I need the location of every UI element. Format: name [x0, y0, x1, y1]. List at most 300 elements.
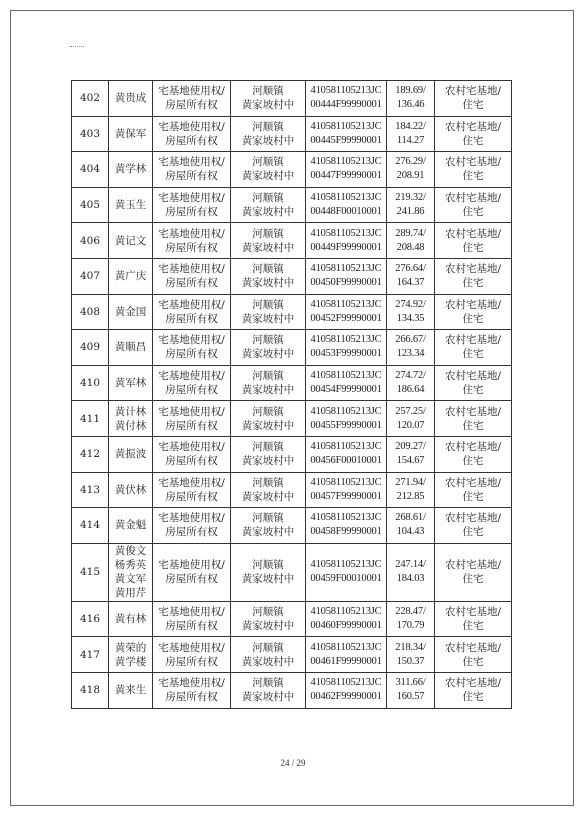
cell-line: 住宅 — [462, 455, 484, 468]
cell-line: 杨秀英 — [114, 559, 147, 572]
cell-line: 00452F99990001 — [310, 312, 382, 324]
cell-line: 黄家坡村中 — [241, 655, 295, 668]
cell-line: 114.27 — [396, 134, 425, 146]
cell-right-type — [153, 672, 231, 708]
cell-location — [231, 81, 306, 117]
cell-line: 212.85 — [396, 490, 425, 502]
cell-line: 410581105213JC — [310, 334, 382, 346]
cell-line: 河顺镇 — [252, 606, 284, 619]
cell-parcel-code — [306, 543, 387, 601]
cell-owner-name — [109, 116, 153, 152]
cell-parcel-code — [306, 152, 387, 188]
cell-location — [231, 401, 306, 437]
cell-right-type — [153, 81, 231, 117]
cell-line: 164.37 — [396, 277, 425, 289]
cell-line: 00456F00010001 — [310, 455, 382, 467]
cell-line: 农村宅基地/ — [444, 405, 502, 418]
cell-line: 住宅 — [462, 312, 484, 325]
cell-line: 134.35 — [396, 312, 425, 324]
cell-area — [387, 258, 435, 294]
cell-line: 412 — [79, 448, 101, 461]
cell-location — [231, 601, 306, 637]
cell-usage — [435, 116, 512, 152]
cell-line: 农村宅基地/ — [444, 192, 502, 205]
cell-number — [72, 152, 109, 188]
cell-line: 208.91 — [396, 170, 425, 182]
cell-line: 房屋所有权 — [165, 348, 218, 361]
cell-location — [231, 543, 306, 601]
cell-line: 00445F99990001 — [310, 134, 382, 146]
cell-line: 311.66/ — [395, 677, 426, 689]
cell-line: 00444F99990001 — [310, 99, 382, 111]
cell-line: 416 — [79, 613, 101, 626]
cell-line: 房屋所有权 — [165, 206, 218, 219]
cell-line: 黄家坡村中 — [241, 620, 295, 633]
cell-line: 宅基地使用权/ — [158, 677, 225, 690]
table-row — [72, 672, 512, 708]
cell-line: 黄用芹 — [114, 587, 147, 600]
scan-mark — [70, 46, 84, 49]
cell-line: 农村宅基地/ — [444, 120, 502, 133]
cell-parcel-code — [306, 637, 387, 673]
cell-line: 218.34/ — [395, 641, 426, 653]
cell-line: 00459F00010001 — [310, 573, 382, 585]
cell-right-type — [153, 637, 231, 673]
cell-location — [231, 672, 306, 708]
cell-line: 410581105213JC — [310, 120, 382, 132]
cell-line: 房屋所有权 — [165, 573, 218, 586]
cell-line: 房屋所有权 — [165, 455, 218, 468]
cell-line: 黄家坡村中 — [241, 490, 295, 503]
cell-line: 247.14/ — [395, 559, 426, 571]
cell-parcel-code — [306, 472, 387, 508]
cell-line: 房屋所有权 — [165, 691, 218, 704]
cell-usage — [435, 258, 512, 294]
cell-line: 宅基地使用权/ — [158, 512, 225, 525]
cell-number — [72, 223, 109, 259]
cell-right-type — [153, 152, 231, 188]
cell-line: 黄金国 — [114, 305, 147, 318]
cell-line: 房屋所有权 — [165, 526, 218, 539]
cell-line: 黄荣的 — [114, 641, 147, 654]
cell-line: 宅基地使用权/ — [158, 559, 225, 572]
cell-location — [231, 152, 306, 188]
cell-line: 402 — [79, 92, 101, 105]
cell-area — [387, 672, 435, 708]
cell-line: 266.67/ — [395, 334, 426, 346]
cell-area — [387, 365, 435, 401]
cell-usage — [435, 152, 512, 188]
cell-line: 410581105213JC — [310, 559, 382, 571]
cell-line: 00455F99990001 — [310, 419, 382, 431]
cell-usage — [435, 81, 512, 117]
cell-line: 414 — [79, 519, 101, 532]
cell-line: 268.61/ — [395, 512, 426, 524]
cell-line: 409 — [79, 341, 101, 354]
table-row — [72, 223, 512, 259]
cell-line: 宅基地使用权/ — [158, 227, 225, 240]
cell-line: 黄家坡村中 — [241, 206, 295, 219]
cell-line: 00461F99990001 — [310, 655, 382, 667]
cell-number — [72, 508, 109, 544]
cell-line: 农村宅基地/ — [444, 677, 502, 690]
cell-line: 河顺镇 — [252, 559, 284, 572]
cell-line: 河顺镇 — [252, 441, 284, 454]
cell-line: 房屋所有权 — [165, 241, 218, 254]
cell-owner-name — [109, 401, 153, 437]
cell-line: 住宅 — [462, 384, 484, 397]
cell-line: 住宅 — [462, 206, 484, 219]
cell-line: 00454F99990001 — [310, 384, 382, 396]
cell-line: 150.37 — [396, 655, 425, 667]
cell-line: 00448F00010001 — [310, 206, 382, 218]
cell-area — [387, 436, 435, 472]
cell-line: 黄金魁 — [114, 519, 147, 532]
cell-line: 河顺镇 — [252, 192, 284, 205]
cell-line: 住宅 — [462, 419, 484, 432]
cell-line: 410581105213JC — [310, 263, 382, 275]
cell-owner-name — [109, 187, 153, 223]
cell-line: 410581105213JC — [310, 476, 382, 488]
cell-line: 00458F99990001 — [310, 526, 382, 538]
cell-location — [231, 187, 306, 223]
cell-line: 住宅 — [462, 241, 484, 254]
cell-line: 房屋所有权 — [165, 170, 218, 183]
cell-line: 黄广庆 — [114, 270, 147, 283]
cell-line: 农村宅基地/ — [444, 334, 502, 347]
cell-line: 黄贵成 — [114, 92, 147, 105]
cell-line: 黄家坡村中 — [241, 277, 295, 290]
cell-line: 房屋所有权 — [165, 134, 218, 147]
cell-line: 219.32/ — [395, 192, 426, 204]
cell-line: 黄学林 — [114, 163, 147, 176]
cell-line: 农村宅基地/ — [444, 476, 502, 489]
cell-line: 228.47/ — [395, 606, 426, 618]
table-row — [72, 508, 512, 544]
cell-number — [72, 187, 109, 223]
cell-right-type — [153, 436, 231, 472]
cell-line: 410581105213JC — [310, 441, 382, 453]
table-row — [72, 436, 512, 472]
cell-location — [231, 637, 306, 673]
cell-line: 河顺镇 — [252, 227, 284, 240]
cell-parcel-code — [306, 258, 387, 294]
cell-number — [72, 436, 109, 472]
cell-line: 农村宅基地/ — [444, 298, 502, 311]
cell-line: 房屋所有权 — [165, 419, 218, 432]
cell-line: 241.86 — [396, 206, 425, 218]
cell-line: 黄有林 — [114, 613, 147, 626]
cell-usage — [435, 294, 512, 330]
cell-number — [72, 637, 109, 673]
cell-line: 154.67 — [396, 455, 425, 467]
cell-usage — [435, 365, 512, 401]
cell-line: 184.03 — [396, 573, 425, 585]
cell-line: 住宅 — [462, 620, 484, 633]
cell-owner-name — [109, 223, 153, 259]
cell-line: 00447F99990001 — [310, 170, 382, 182]
table-row — [72, 294, 512, 330]
cell-number — [72, 543, 109, 601]
cell-line: 河顺镇 — [252, 370, 284, 383]
cell-line: 406 — [79, 234, 101, 247]
cell-line: 405 — [79, 199, 101, 212]
cell-parcel-code — [306, 365, 387, 401]
cell-line: 住宅 — [462, 490, 484, 503]
cell-line: 170.79 — [396, 620, 425, 632]
cell-line: 宅基地使用权/ — [158, 298, 225, 311]
cell-line: 00449F99990001 — [310, 241, 382, 253]
cell-line: 407 — [79, 270, 101, 283]
cell-line: 黄家坡村中 — [241, 241, 295, 254]
cell-right-type — [153, 543, 231, 601]
cell-line: 住宅 — [462, 526, 484, 539]
cell-usage — [435, 472, 512, 508]
cell-parcel-code — [306, 672, 387, 708]
cell-line: 河顺镇 — [252, 298, 284, 311]
cell-right-type — [153, 601, 231, 637]
cell-line: 农村宅基地/ — [444, 512, 502, 525]
cell-line: 410581105213JC — [310, 370, 382, 382]
cell-owner-name — [109, 152, 153, 188]
cell-line: 住宅 — [462, 348, 484, 361]
cell-line: 184.22/ — [395, 120, 426, 132]
cell-line: 黄家坡村中 — [241, 99, 295, 112]
cell-parcel-code — [306, 81, 387, 117]
cell-line: 276.29/ — [395, 156, 426, 168]
cell-line: 农村宅基地/ — [444, 641, 502, 654]
cell-usage — [435, 436, 512, 472]
cell-parcel-code — [306, 187, 387, 223]
cell-line: 宅基地使用权/ — [158, 370, 225, 383]
cell-line: 208.48 — [396, 241, 425, 253]
cell-location — [231, 258, 306, 294]
cell-line: 黄付林 — [114, 419, 147, 432]
cell-line: 黄家坡村中 — [241, 170, 295, 183]
cell-line: 黄家坡村中 — [241, 312, 295, 325]
cell-line: 271.94/ — [395, 476, 426, 488]
cell-line: 黄玉生 — [114, 199, 147, 212]
cell-line: 410581105213JC — [310, 512, 382, 524]
cell-line: 410581105213JC — [310, 641, 382, 653]
cell-line: 房屋所有权 — [165, 312, 218, 325]
cell-line: 410581105213JC — [310, 298, 382, 310]
cell-line: 房屋所有权 — [165, 655, 218, 668]
cell-line: 408 — [79, 305, 101, 318]
cell-line: 黄家坡村中 — [241, 526, 295, 539]
table-row — [72, 81, 512, 117]
cell-line: 415 — [79, 566, 101, 579]
cell-line: 房屋所有权 — [165, 620, 218, 633]
cell-usage — [435, 543, 512, 601]
cell-parcel-code — [306, 294, 387, 330]
table-body — [72, 81, 512, 709]
cell-line: 房屋所有权 — [165, 99, 218, 112]
cell-line: 417 — [79, 648, 101, 661]
cell-line: 黄文军 — [114, 573, 147, 586]
cell-area — [387, 116, 435, 152]
cell-right-type — [153, 223, 231, 259]
cell-line: 宅基地使用权/ — [158, 334, 225, 347]
cell-line: 住宅 — [462, 655, 484, 668]
cell-right-type — [153, 330, 231, 366]
cell-line: 186.64 — [396, 384, 425, 396]
cell-line: 河顺镇 — [252, 263, 284, 276]
cell-parcel-code — [306, 330, 387, 366]
cell-line: 00450F99990001 — [310, 277, 382, 289]
cell-usage — [435, 223, 512, 259]
cell-line: 418 — [79, 684, 101, 697]
cell-line: 住宅 — [462, 99, 484, 112]
cell-line: 河顺镇 — [252, 476, 284, 489]
cell-line: 黄家坡村中 — [241, 134, 295, 147]
cell-owner-name — [109, 436, 153, 472]
cell-number — [72, 116, 109, 152]
cell-line: 黄计林 — [114, 405, 147, 418]
cell-location — [231, 472, 306, 508]
cell-right-type — [153, 365, 231, 401]
cell-line: 00453F99990001 — [310, 348, 382, 360]
cell-line: 黄家坡村中 — [241, 691, 295, 704]
cell-owner-name — [109, 330, 153, 366]
cell-line: 410581105213JC — [310, 85, 382, 97]
cell-owner-name — [109, 81, 153, 117]
cell-line: 410581105213JC — [310, 405, 382, 417]
cell-line: 宅基地使用权/ — [158, 192, 225, 205]
cell-number — [72, 601, 109, 637]
cell-line: 00462F99990001 — [310, 691, 382, 703]
cell-line: 274.72/ — [395, 370, 426, 382]
cell-number — [72, 81, 109, 117]
cell-area — [387, 294, 435, 330]
cell-parcel-code — [306, 508, 387, 544]
cell-line: 黄俊文 — [114, 545, 147, 558]
cell-line: 农村宅基地/ — [444, 263, 502, 276]
table-row — [72, 330, 512, 366]
table-row — [72, 152, 512, 188]
table-row — [72, 187, 512, 223]
cell-usage — [435, 187, 512, 223]
cell-line: 410 — [79, 377, 101, 390]
cell-line: 黄伏林 — [114, 483, 147, 496]
cell-line: 宅基地使用权/ — [158, 263, 225, 276]
cell-area — [387, 601, 435, 637]
cell-right-type — [153, 401, 231, 437]
table-row — [72, 401, 512, 437]
page-number: 24 / 29 — [280, 758, 306, 768]
cell-usage — [435, 672, 512, 708]
cell-line: 住宅 — [462, 134, 484, 147]
cell-line: 403 — [79, 127, 101, 140]
cell-area — [387, 187, 435, 223]
cell-owner-name — [109, 601, 153, 637]
cell-area — [387, 223, 435, 259]
cell-line: 413 — [79, 483, 101, 496]
cell-line: 黄家坡村中 — [241, 348, 295, 361]
cell-line: 160.57 — [396, 691, 425, 703]
cell-location — [231, 436, 306, 472]
cell-right-type — [153, 187, 231, 223]
cell-parcel-code — [306, 116, 387, 152]
cell-location — [231, 365, 306, 401]
cell-line: 00457F99990001 — [310, 490, 382, 502]
cell-line: 河顺镇 — [252, 512, 284, 525]
cell-line: 410581105213JC — [310, 606, 382, 618]
table-row — [72, 365, 512, 401]
cell-line: 黄振波 — [114, 448, 147, 461]
cell-number — [72, 472, 109, 508]
cell-line: 289.74/ — [395, 227, 426, 239]
cell-line: 黄家坡村中 — [241, 455, 295, 468]
table-row — [72, 258, 512, 294]
cell-location — [231, 294, 306, 330]
cell-line: 宅基地使用权/ — [158, 476, 225, 489]
cell-owner-name — [109, 637, 153, 673]
cell-line: 黄学楼 — [114, 655, 147, 668]
cell-line: 120.07 — [396, 419, 425, 431]
cell-line: 黄来生 — [114, 684, 147, 697]
cell-usage — [435, 637, 512, 673]
registration-table — [71, 80, 512, 709]
cell-parcel-code — [306, 401, 387, 437]
cell-number — [72, 294, 109, 330]
cell-area — [387, 472, 435, 508]
cell-line: 189.69/ — [395, 85, 426, 97]
cell-line: 00460F99990001 — [310, 620, 382, 632]
cell-usage — [435, 508, 512, 544]
cell-line: 宅基地使用权/ — [158, 606, 225, 619]
cell-line: 农村宅基地/ — [444, 227, 502, 240]
cell-line: 黄家坡村中 — [241, 419, 295, 432]
table-row — [72, 601, 512, 637]
cell-line: 黄保军 — [114, 127, 147, 140]
cell-line: 宅基地使用权/ — [158, 641, 225, 654]
cell-line: 276.64/ — [395, 263, 426, 275]
cell-line: 河顺镇 — [252, 641, 284, 654]
table-row — [72, 116, 512, 152]
cell-parcel-code — [306, 436, 387, 472]
cell-usage — [435, 330, 512, 366]
cell-line: 农村宅基地/ — [444, 606, 502, 619]
cell-line: 404 — [79, 163, 101, 176]
cell-line: 宅基地使用权/ — [158, 405, 225, 418]
cell-line: 黄家坡村中 — [241, 573, 295, 586]
cell-line: 河顺镇 — [252, 156, 284, 169]
cell-right-type — [153, 508, 231, 544]
cell-line: 住宅 — [462, 691, 484, 704]
cell-parcel-code — [306, 223, 387, 259]
cell-number — [72, 672, 109, 708]
cell-line: 黄家坡村中 — [241, 384, 295, 397]
cell-line: 房屋所有权 — [165, 277, 218, 290]
cell-line: 123.34 — [396, 348, 425, 360]
cell-line: 宅基地使用权/ — [158, 120, 225, 133]
cell-line: 河顺镇 — [252, 677, 284, 690]
cell-location — [231, 330, 306, 366]
cell-line: 农村宅基地/ — [444, 85, 502, 98]
cell-line: 河顺镇 — [252, 334, 284, 347]
cell-line: 410581105213JC — [310, 192, 382, 204]
cell-area — [387, 543, 435, 601]
cell-line: 黄顺昌 — [114, 341, 147, 354]
cell-number — [72, 365, 109, 401]
cell-line: 农村宅基地/ — [444, 559, 502, 572]
cell-area — [387, 401, 435, 437]
cell-owner-name — [109, 365, 153, 401]
cell-owner-name — [109, 543, 153, 601]
cell-owner-name — [109, 472, 153, 508]
cell-line: 河顺镇 — [252, 85, 284, 98]
